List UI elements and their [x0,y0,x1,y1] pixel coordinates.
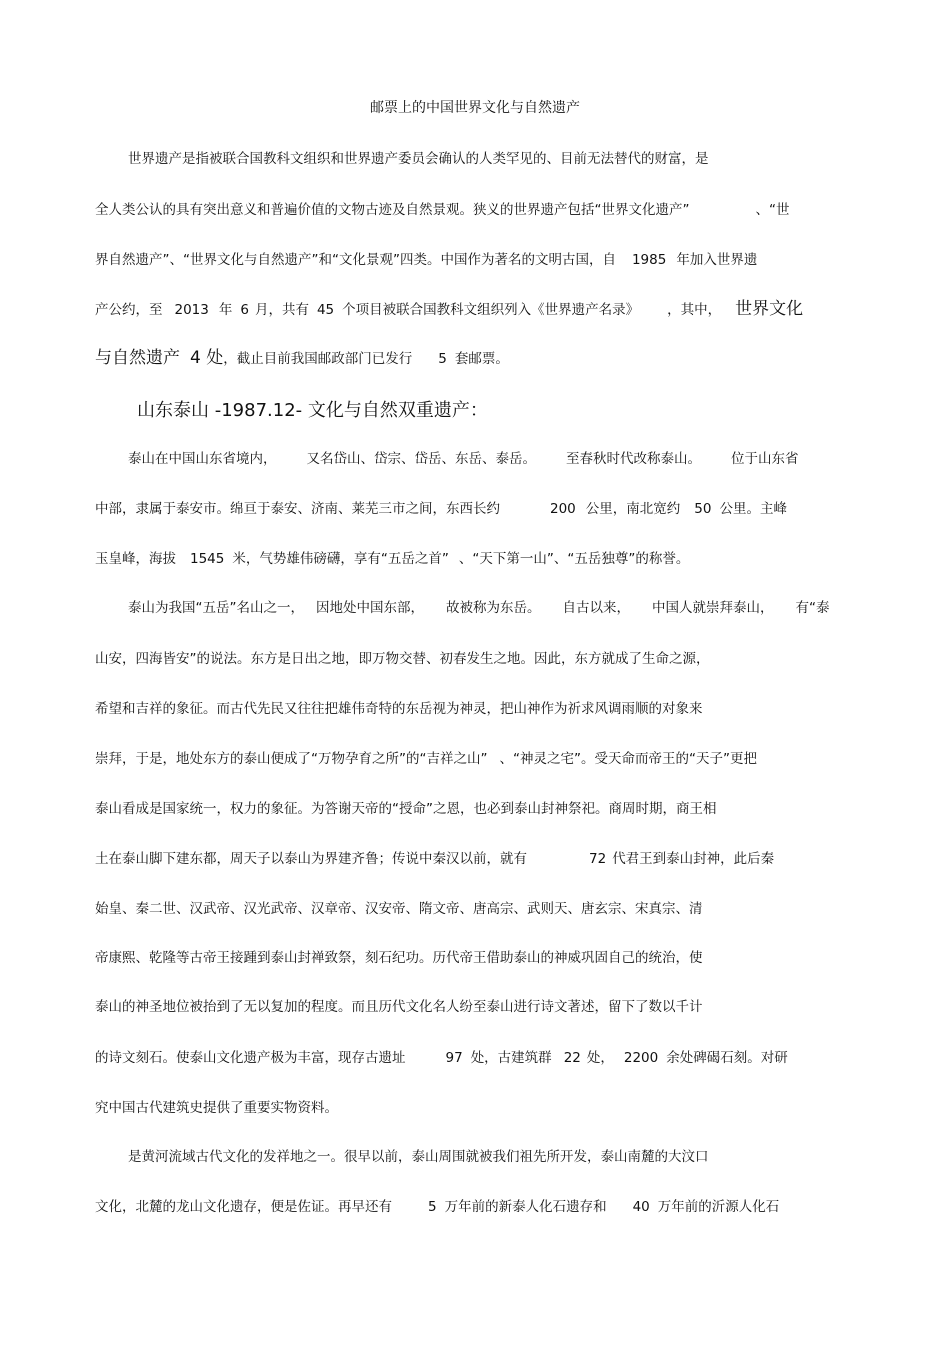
text-line: 产公约，至 2013 年 6 月，共有 45 个项目被联合国教科文组织列入《世界遗产名录》 ，其中， 世界文化 [95,299,804,319]
text-line: 泰山看成是国家统一，权力的象征。为答谢天帝的“授命”之恩，也必到泰山封神祭祀。商周时期，商王相 [95,801,717,817]
text-line: 崇拜，于是，地处东方的泰山便成了“万物孕育之所”的“吉祥之山” 、“神灵之宅”。受天命而帝王的“天子”更把 [95,751,757,767]
text-line: 山安，四海皆安”的说法。东方是日出之地，即万物交替、初春发生之地。因此，东方就成了生命之源， [95,651,710,667]
text-line: 玉皇峰，海拔 1545 米，气势雄伟磅礴，享有“五岳之首” 、“天下第一山”、“五岳独尊”的称誉。 [95,551,690,567]
text-line: 泰山在中国山东省境内， 又名岱山、岱宗、岱岳、东岳、泰岳。 至春秋时代改称泰山。 位于山东省 [128,451,799,467]
text-line: 泰山的神圣地位被抬到了无以复加的程度。而且历代文化名人纷至泰山进行诗文著述，留下了数以千计 [95,999,703,1015]
text-line: 究中国古代建筑史提供了重要实物资料。 [95,1100,338,1116]
text-line: 土在泰山脚下建东都，周天子以泰山为界建齐鲁；传说中秦汉以前，就有 72 代君王到泰山封神，此后秦 [95,851,775,867]
text-line: 的诗文刻石。使泰山文化遗产极为丰富，现存古遗址 97 处，古建筑群 22 处， 2200 余处碑碣石刻。对研 [95,1050,788,1066]
section-heading: 山东泰山 -1987.12- 文化与自然双重遗产： [137,400,488,421]
text-line: 中部，隶属于泰安市。绵亘于泰安、济南、莱芜三市之间，东西长约 200 公里，南北宽约 50 公里。主峰 [95,501,787,517]
text-line: 始皇、秦二世、汉武帝、汉光武帝、汉章帝、汉安帝、隋文帝、唐高宗、武则天、唐玄宗、宋真宗、清 [95,901,703,917]
text-line: 希望和吉祥的象征。而古代先民又往往把雄伟奇特的东岳视为神灵，把山神作为祈求风调雨顺的对象来 [95,701,703,717]
text-line: 文化，北麓的龙山文化遗存，便是佐证。再早还有 5 万年前的新泰人化石遗存和 40 万年前的沂源人化石 [95,1199,780,1215]
text-line: 帝康熙、乾隆等古帝王接踵到泰山封禅致祭，刻石纪功。历代帝王借助泰山的神威巩固自己的统治，使 [95,950,703,966]
text-line: 与自然遗产 4 处，截止目前我国邮政部门已发行 5 套邮票。 [95,348,509,368]
text-line: 全人类公认的具有突出意义和普遍价值的文物古迹及自然景观。狭义的世界遗产包括“世界文化遗产” 、“世 [95,202,790,218]
text-line: 世界遗产是指被联合国教科文组织和世界遗产委员会确认的人类罕见的、目前无法替代的财富，是 [128,151,709,167]
text-line: 界自然遗产”、“世界文化与自然遗产”和“文化景观”四类。中国作为著名的文明古国，自 1985 年加入世界遗 [95,252,758,268]
page-title: 邮票上的中国世界文化与自然遗产 [370,100,580,116]
text-line: 是黄河流域古代文化的发祥地之一。很早以前，泰山周围就被我们祖先所开发，泰山南麓的大汶口 [128,1149,709,1165]
text-line: 泰山为我国“五岳”名山之一， 因地处中国东部， 故被称为东岳。 自古以来， 中国人就崇拜泰山， 有“泰 [128,600,830,616]
